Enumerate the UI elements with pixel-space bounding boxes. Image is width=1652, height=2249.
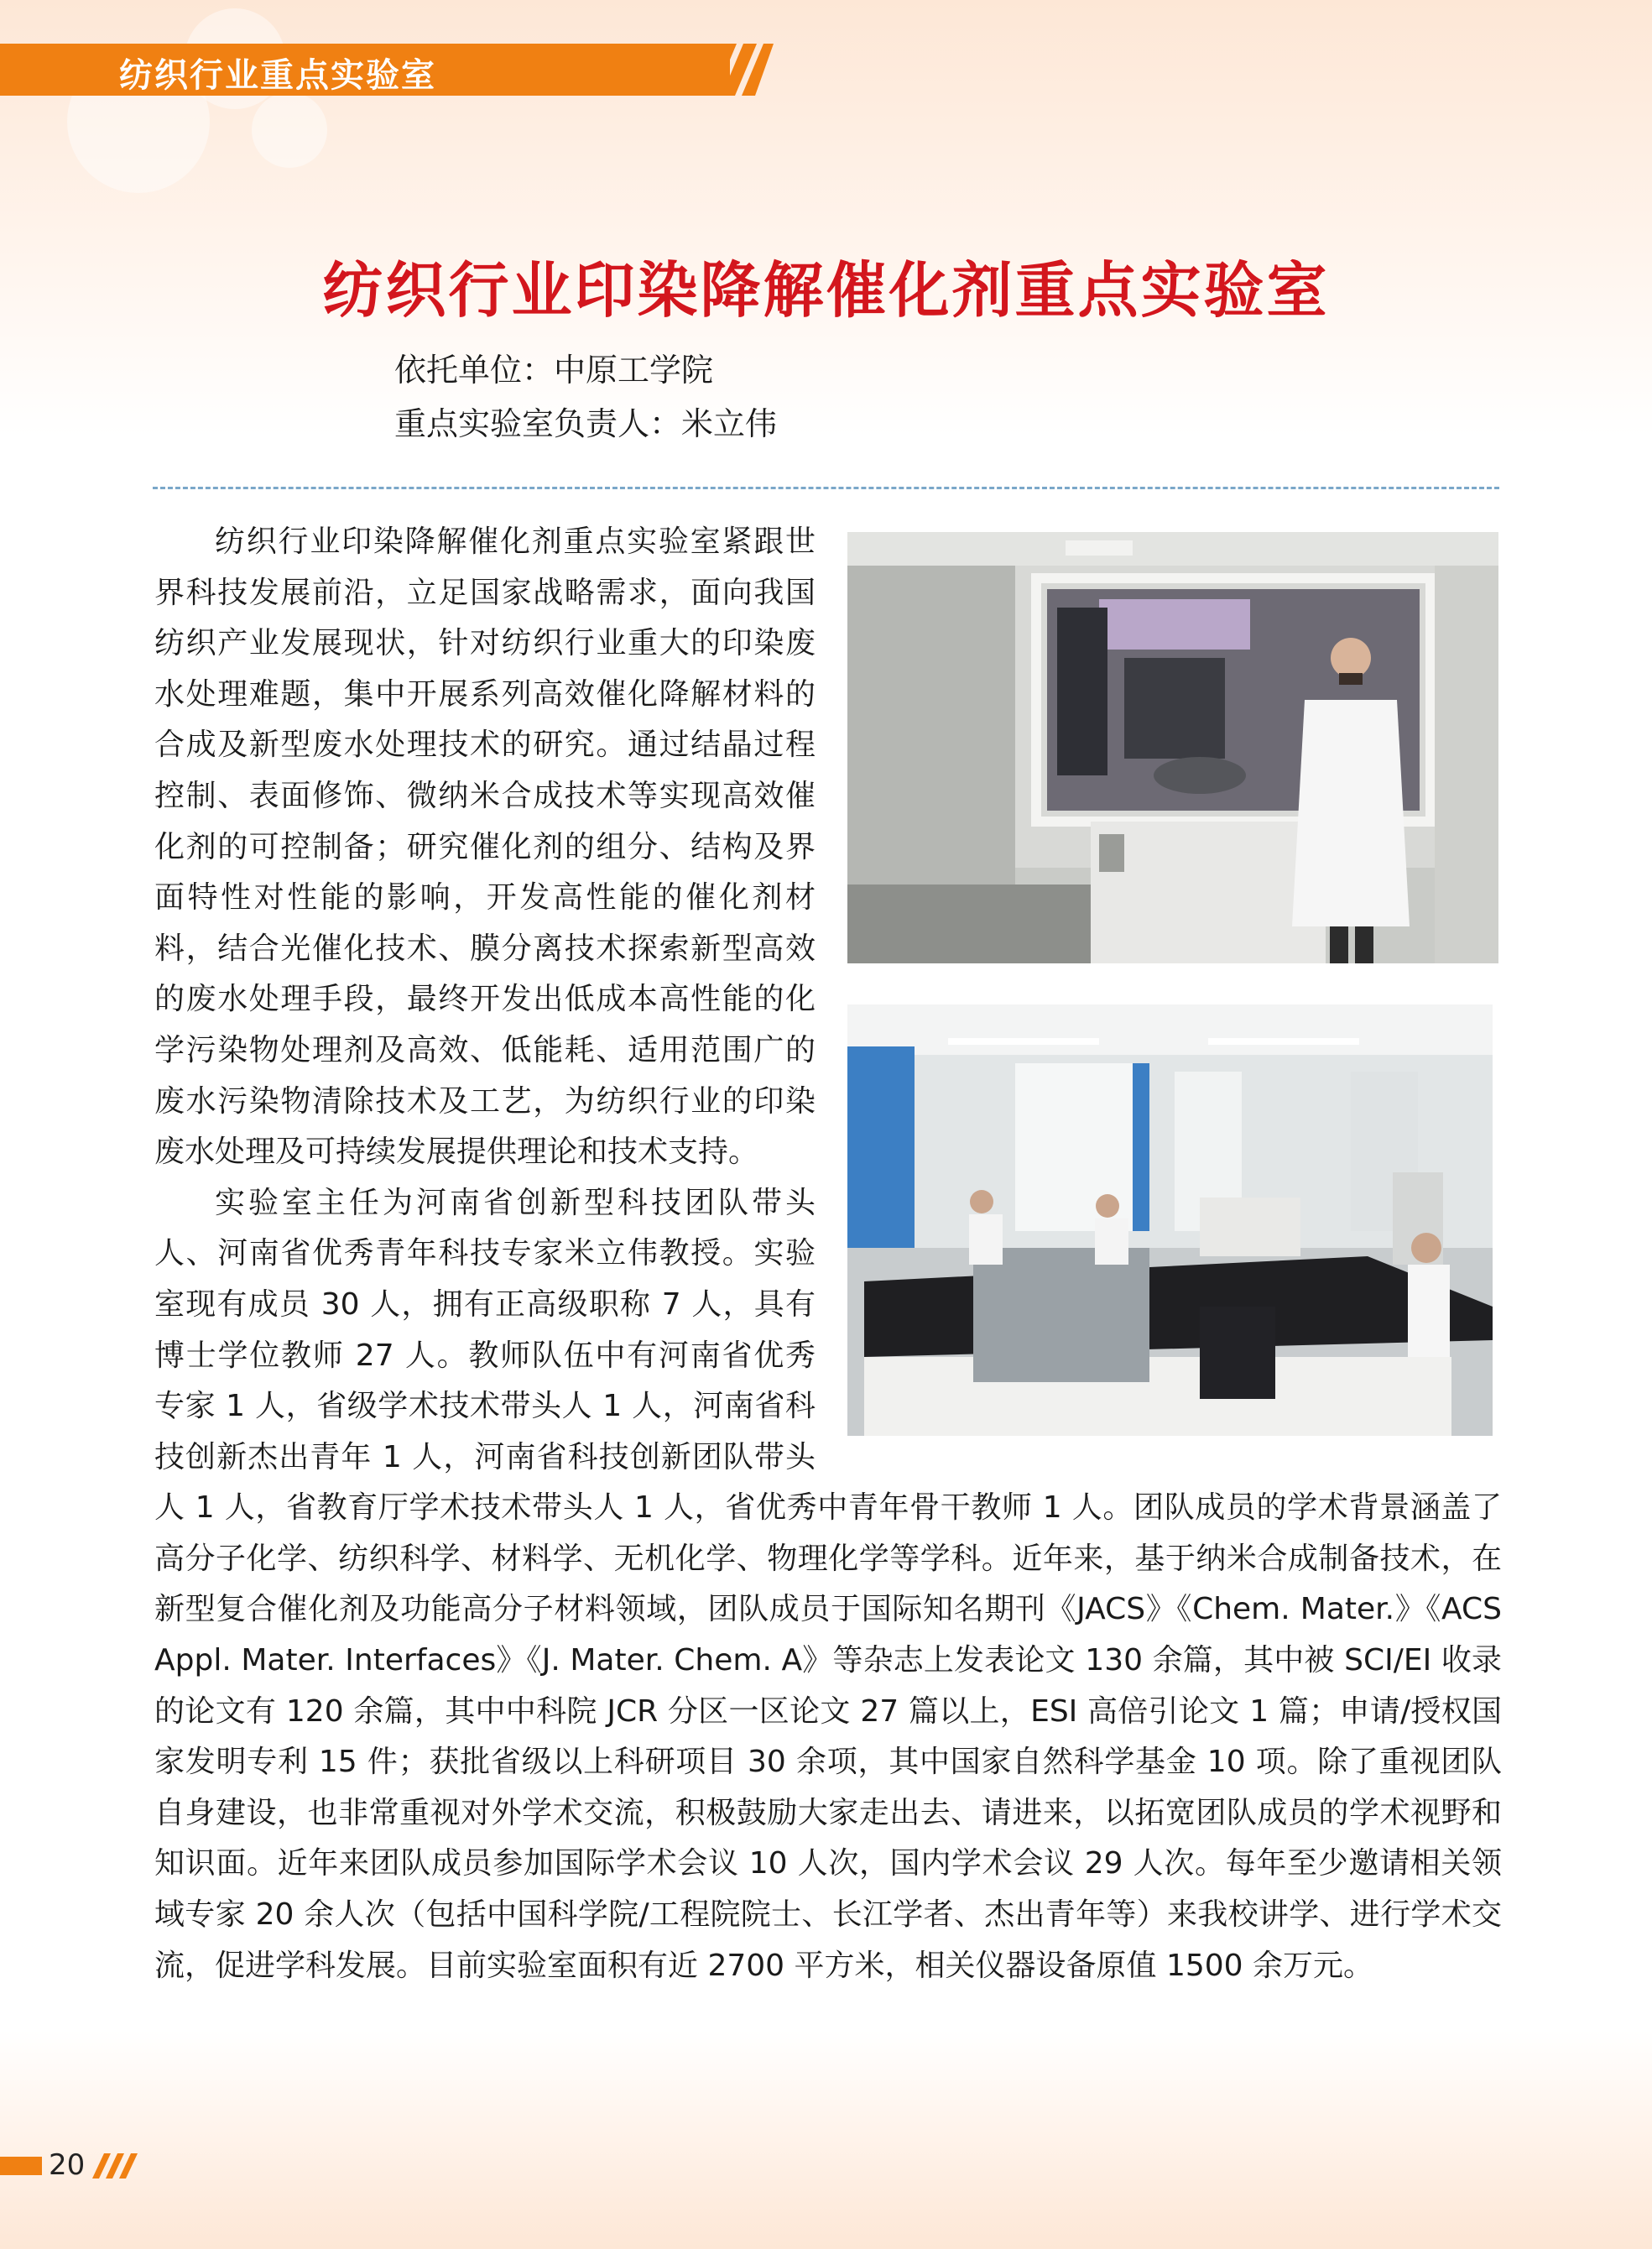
bottom-gradient-background (0, 2031, 1652, 2249)
photo-researcher-with-instrument (847, 532, 1498, 963)
dashed-divider (153, 487, 1499, 489)
paragraph-2: 实验室主任为河南省创新型科技团队带头人、河南省优秀青年科技专家米立伟教授。实验室现有成员 30 人，拥有正高级职称 7 人，具有博士学位教师 27 人。教师队伍中有河南省优秀专家 1 人，省级学术技术带头人 1 人，河南省科技创新杰出青年 1 人，河南省科技创新团队带头人 1 人，省教育厅学术技术带头人 1 人，省优秀中青年骨干教师 1 人。团队成员的学术背景涵盖了高分子化学、纺织科学、材料学、无机化学、物理化学等学科。近年来，基于纳米合成制备技术，在新型复合催化剂及功能高分子材料领域，团队成员于国际知名期刊《JACS》《Chem. Mater.》《ACS Appl. Mater. Interfaces》《J. Mater. Chem. A》等杂志上发表论文 130 余篇，其中被 SCI/EI 收录的论文有 120 余篇，其中中科院 JCR 分区一区论文 27 篇以上，ESI 高倍引论文 1 篇；申请/授权国家发明专利 15 件；获批省级以上科研项目 30 余项，其中国家自然科学基金 10 项。除了重视团队自身建设，也非常重视对外学术交流，积极鼓励大家走出去、请进来，以拓宽团队成员的学术视野和知识面。近年来团队成员参加国际学术会议 10 人次，国内学术会议 29 人次。每年至少邀请相关领域专家 20 余人次（包括中国科学院/工程院院士、长江学者、杰出青年等）来我校讲学、进行学术交流，促进学科发展。目前实验室面积有近 2700 平方米，相关仪器设备原值 1500 余万元。 (154, 1185, 1502, 1983)
page-number: 20 (49, 2148, 86, 2182)
host-unit: 依托单位：中原工学院 (394, 352, 714, 389)
header-stripes-decoration (681, 44, 774, 96)
decorative-circle (252, 92, 327, 168)
page-number-stripes (92, 2153, 143, 2179)
paragraph-1: 纺织行业印染降解催化剂重点实验室紧跟世界科技发展前沿，立足国家战略需求，面向我国纺织产业发展现状，针对纺织行业重大的印染废水处理难题，集中开展系列高效催化降解材料的合成及新型废水处理技术的研究。通过结晶过程控制、表面修饰、微纳米合成技术等实现高效催化剂的可控制备；研究催化剂的组分、结构及界面特性对性能的影响，开发高性能的催化剂材料，结合光催化技术、膜分离技术探索新型高效的废水处理手段，最终开发出低成本高性能的化学污染物处理剂及高效、低能耗、适用范围广的废水污染物清除技术及工艺，为纺织行业的印染废水处理及可持续发展提供理论和技术支持。 (154, 524, 816, 1170)
lab-director: 重点实验室负责人：米立伟 (394, 405, 778, 442)
section-header-title: 纺织行业重点实验室 (119, 56, 436, 95)
page-title: 纺织行业印染降解催化剂重点实验室 (322, 255, 1330, 326)
photo-laboratory-room (847, 1004, 1493, 1436)
page-number-bar (0, 2157, 42, 2175)
